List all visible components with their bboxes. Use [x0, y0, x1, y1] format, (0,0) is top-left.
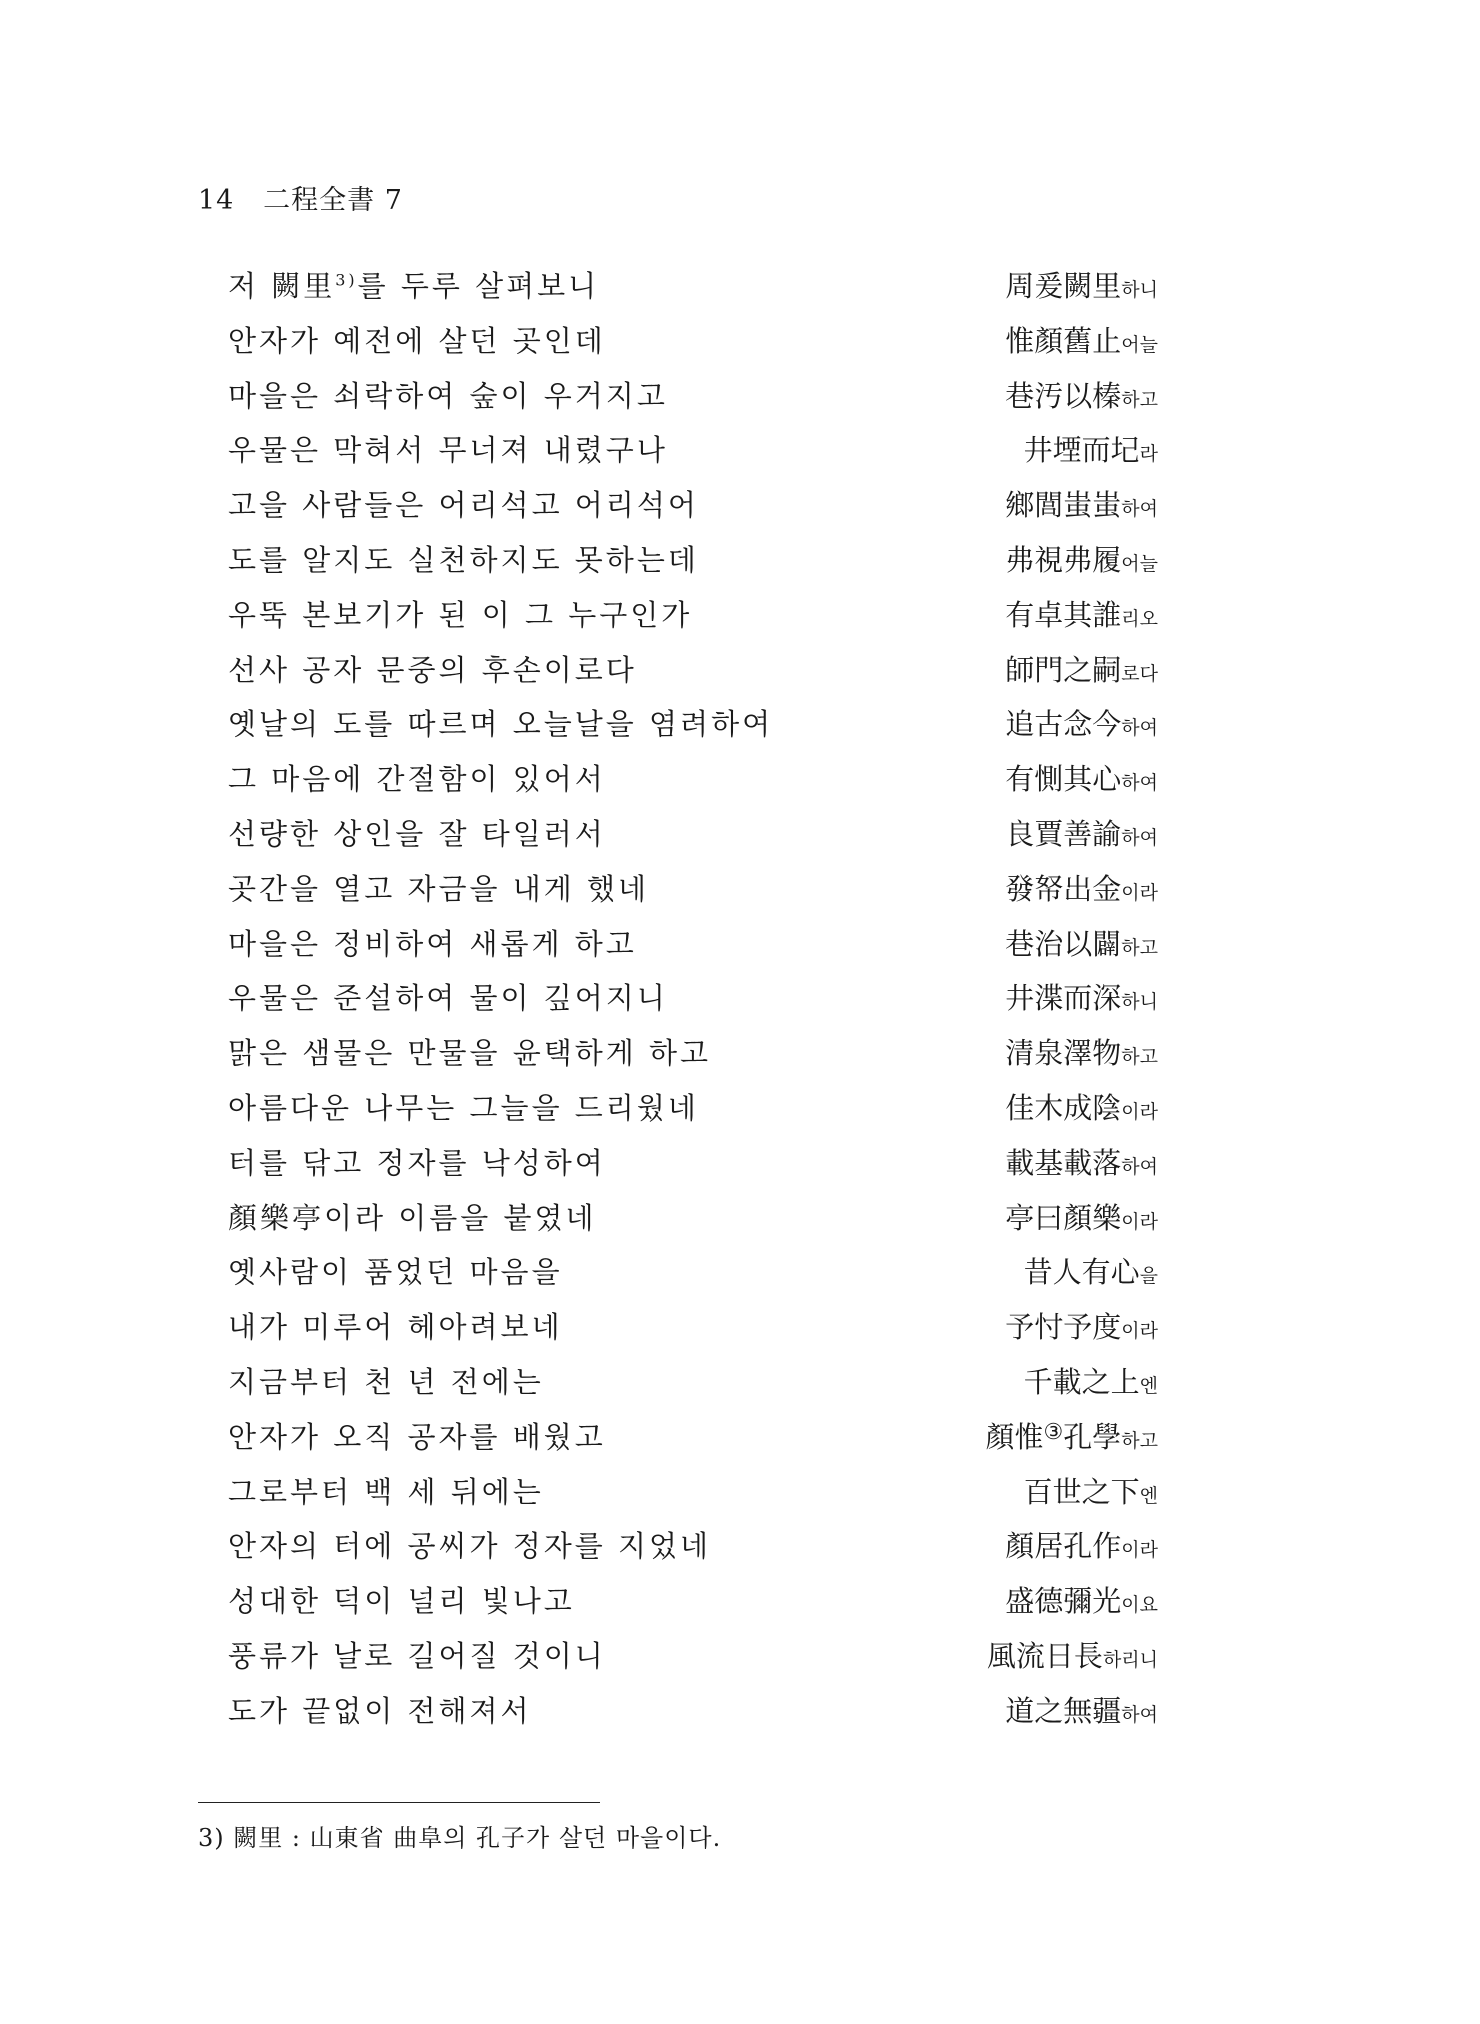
- korean-text: 그로부터 백 세 뒤에는: [228, 1474, 544, 1509]
- korean-text: 안자가 예전에 살던 곳인데: [228, 323, 606, 358]
- hanja-original: [1005, 867, 1158, 908]
- poem-line: [228, 374, 1158, 429]
- grammar-particle: 하니: [1121, 279, 1158, 301]
- korean-text: 터를 닦고 정자를 낙성하여: [228, 1145, 606, 1180]
- korean-translation: [228, 1250, 563, 1291]
- korean-text: 고을 사람들은 어리석고 어리석어: [228, 488, 699, 523]
- poem-line: [228, 1250, 1158, 1305]
- korean-translation: [228, 1470, 544, 1511]
- hanja-original: [1005, 1305, 1158, 1346]
- grammar-particle: 로다: [1121, 662, 1158, 685]
- korean-translation: [228, 1415, 606, 1456]
- poem-line: [228, 1086, 1158, 1141]
- hanja-text: 百世之下: [1023, 1474, 1140, 1509]
- hanja-text: 井渫而深: [1005, 981, 1122, 1016]
- grammar-particle: 이라: [1121, 1539, 1158, 1562]
- hanja-text: 千載之上: [1023, 1364, 1140, 1399]
- korean-text: 마을은 쇠락하여 숲이 우거지고: [228, 378, 668, 413]
- hanja-original: [1005, 538, 1158, 579]
- grammar-particle: 하여: [1121, 826, 1158, 849]
- korean-text: 우물은 막혀서 무너져 내렸구나: [228, 433, 668, 468]
- korean-text: 도가 끝없이 전해져서: [228, 1693, 532, 1728]
- hanja-original: [1005, 264, 1158, 305]
- korean-translation: [228, 976, 668, 1017]
- korean-text: 성대한 덕이 널리 빛나고: [228, 1584, 575, 1619]
- hanja-text: 弗視弗履: [1005, 542, 1122, 577]
- korean-text: 풍류가 날로 길어질 것이니: [228, 1638, 606, 1673]
- hanja-text: 周爰闕里: [1005, 269, 1122, 303]
- grammar-particle: 이라: [1121, 1320, 1158, 1343]
- hanja-original: [1005, 1524, 1158, 1565]
- grammar-particle: 하여: [1121, 1703, 1158, 1726]
- grammar-particle: 하고: [1121, 936, 1158, 959]
- page-number: 14: [198, 185, 235, 216]
- hanja-text: 亭曰顏樂: [1005, 1200, 1122, 1235]
- poem-line: [228, 428, 1158, 483]
- hanja-text: 惟顏舊止: [1005, 323, 1122, 358]
- korean-text: 마을은 정비하여 새롭게 하고: [228, 926, 637, 961]
- poem-line: [228, 702, 1158, 757]
- hanja-text: 道之無疆: [1005, 1693, 1122, 1728]
- hanja-text: 發帑出金: [1005, 871, 1122, 906]
- grammar-particle: 이요: [1121, 1594, 1158, 1617]
- hanja-original: [987, 1634, 1158, 1675]
- grammar-particle: 이라: [1121, 1210, 1158, 1233]
- hanja-original: [1005, 812, 1158, 853]
- grammar-particle: 하니: [1121, 991, 1158, 1014]
- poem-line: [228, 1470, 1158, 1525]
- korean-translation: [228, 1360, 544, 1401]
- korean-text: 곳간을 열고 자금을 내게 했네: [228, 871, 650, 906]
- hanja-original: [1005, 702, 1158, 743]
- korean-text: 지금부터 천 년 전에는: [228, 1364, 544, 1399]
- poem-line: [228, 1196, 1158, 1251]
- grammar-particle: 하여: [1121, 772, 1158, 795]
- hanja-text: 盛德彌光: [1005, 1584, 1122, 1619]
- poem-line: [228, 976, 1158, 1031]
- korean-translation: [228, 1634, 606, 1675]
- hanja-text: 巷汚以榛: [1005, 378, 1122, 413]
- korean-translation: [228, 702, 773, 743]
- korean-translation: [228, 1141, 606, 1182]
- hanja-original: [1005, 1141, 1158, 1182]
- korean-translation: [228, 538, 699, 579]
- hanja-original: [1005, 648, 1158, 689]
- poem-line: [228, 812, 1158, 867]
- poem-line: [228, 1634, 1158, 1689]
- hanja-text-continued: 孔學: [1063, 1419, 1122, 1454]
- grammar-particle: 이라: [1121, 1100, 1158, 1123]
- korean-translation: [228, 483, 699, 524]
- poem-line: [228, 1031, 1158, 1086]
- grammar-particle: 어늘: [1121, 552, 1158, 575]
- korean-translation: [228, 648, 637, 689]
- hanja-original: [1005, 1689, 1158, 1730]
- korean-text: 선사 공자 문중의 후손이로다: [228, 652, 637, 687]
- hanja-original: [1005, 374, 1158, 415]
- page-header: [198, 178, 403, 217]
- hanja-text: 佳木成陰: [1005, 1090, 1122, 1125]
- korean-text: 그 마음에 간절함이 있어서: [228, 762, 606, 797]
- poem-line: [228, 593, 1158, 648]
- hanja-text: 良賈善諭: [1005, 816, 1122, 851]
- korean-text-continued: 를 두루 살펴보니: [357, 269, 600, 303]
- korean-text: 도를 알지도 실천하지도 못하는데: [228, 542, 699, 577]
- korean-translation: [228, 428, 668, 469]
- hanja-original: [1024, 1470, 1158, 1511]
- korean-text: 안자가 오직 공자를 배웠고: [228, 1419, 606, 1454]
- grammar-particle: 하고: [1121, 1429, 1158, 1452]
- book-title: 二程全書 7: [263, 185, 403, 216]
- hanja-original: [1005, 593, 1158, 634]
- korean-translation: [228, 374, 668, 415]
- hanja-text: 有惻其心: [1005, 762, 1122, 797]
- korean-text: 顏樂亭이라 이름을 붙였네: [228, 1200, 597, 1235]
- poem-line: [228, 867, 1158, 922]
- hanja-original: [986, 1415, 1158, 1456]
- poem-line: [228, 1689, 1158, 1744]
- korean-translation: [228, 1031, 711, 1072]
- grammar-particle: 하여: [1121, 1155, 1158, 1178]
- korean-translation: [228, 922, 637, 963]
- korean-text: 내가 미루어 헤아려보네: [228, 1310, 563, 1345]
- hanja-text: 予忖予度: [1005, 1310, 1122, 1345]
- grammar-particle: 이라: [1121, 881, 1158, 904]
- poem-line: [228, 648, 1158, 703]
- grammar-particle: 을: [1139, 1265, 1158, 1288]
- footnote-marker: 3): [335, 270, 358, 290]
- hanja-text: 師門之嗣: [1005, 652, 1122, 687]
- korean-translation: [228, 319, 606, 360]
- korean-text: 우뚝 본보기가 된 이 그 누구인가: [228, 597, 693, 632]
- hanja-original: [1024, 1360, 1158, 1401]
- hanja-original: [1005, 976, 1158, 1017]
- hanja-text: 巷治以闢: [1005, 926, 1122, 961]
- poem-line: [228, 757, 1158, 812]
- poem-line: [228, 1360, 1158, 1415]
- korean-translation: [228, 757, 606, 798]
- poem-line: [228, 264, 1158, 319]
- korean-text: 선량한 상인을 잘 타일러서: [228, 816, 606, 851]
- korean-text: 저 闕里: [228, 269, 336, 303]
- poem-line: [228, 1524, 1158, 1579]
- footnote-divider: [198, 1802, 600, 1803]
- korean-translation: [228, 867, 649, 908]
- footnote: 3) 闕里 : 山東省 曲阜의 孔子가 살던 마을이다.: [198, 1824, 722, 1852]
- grammar-particle: 라: [1139, 443, 1158, 466]
- korean-translation: [228, 1196, 597, 1237]
- korean-translation: [228, 1524, 711, 1565]
- annotation-marker: ③: [1043, 1419, 1064, 1445]
- hanja-original: [1005, 757, 1158, 798]
- poem-line: [228, 922, 1158, 977]
- grammar-particle: 하고: [1121, 388, 1158, 411]
- hanja-original: [1005, 319, 1158, 360]
- hanja-text: 昔人有心: [1023, 1255, 1140, 1290]
- korean-text: 아름다운 나무는 그늘을 드리웠네: [228, 1090, 699, 1125]
- hanja-text: 載基載落: [1005, 1145, 1122, 1180]
- korean-translation: [228, 593, 692, 634]
- grammar-particle: 리오: [1121, 607, 1158, 630]
- grammar-particle: 엔: [1139, 1484, 1158, 1507]
- korean-text: 맑은 샘물은 만물을 윤택하게 하고: [228, 1036, 712, 1071]
- korean-translation: [228, 1305, 563, 1346]
- hanja-original: [1005, 483, 1158, 524]
- korean-text: 안자의 터에 공씨가 정자를 지었네: [228, 1529, 712, 1564]
- grammar-particle: 하여: [1121, 498, 1158, 521]
- korean-translation: [228, 1579, 575, 1620]
- grammar-particle: 하리니: [1102, 1648, 1158, 1671]
- hanja-text: 風流日長: [986, 1638, 1103, 1673]
- korean-translation: [228, 1086, 699, 1127]
- grammar-particle: 엔: [1139, 1374, 1158, 1397]
- poem-line: [228, 483, 1158, 538]
- hanja-original: [1024, 428, 1158, 469]
- hanja-original: [1005, 1031, 1158, 1072]
- korean-text: 우물은 준설하여 물이 깊어지니: [228, 981, 668, 1016]
- korean-translation: [228, 264, 599, 305]
- hanja-text: 顏居孔作: [1005, 1529, 1122, 1564]
- poem-line: [228, 1141, 1158, 1196]
- poem-line: [228, 1305, 1158, 1360]
- hanja-original: [1024, 1250, 1158, 1291]
- korean-text: 옛날의 도를 따르며 오늘날을 염려하여: [228, 707, 774, 742]
- grammar-particle: 어늘: [1121, 333, 1158, 356]
- korean-text: 옛사람이 품었던 마음을: [228, 1255, 563, 1290]
- hanja-text: 有卓其誰: [1005, 597, 1122, 632]
- hanja-text: 清泉澤物: [1005, 1036, 1122, 1071]
- hanja-text: 顏惟: [985, 1419, 1044, 1454]
- poem-line: [228, 538, 1158, 593]
- hanja-original: [1005, 1579, 1158, 1620]
- grammar-particle: 하고: [1121, 1046, 1158, 1069]
- hanja-original: [1005, 1196, 1158, 1237]
- grammar-particle: 하여: [1121, 717, 1158, 740]
- poem-body: [228, 264, 1158, 1744]
- hanja-text: 鄉閭蚩蚩: [1005, 488, 1122, 523]
- poem-line: [228, 1579, 1158, 1634]
- hanja-original: [1005, 922, 1158, 963]
- hanja-text: 井堙而圮: [1023, 433, 1140, 468]
- hanja-text: 追古念今: [1005, 707, 1122, 742]
- korean-translation: [228, 1689, 532, 1730]
- hanja-original: [1005, 1086, 1158, 1127]
- poem-line: [228, 1415, 1158, 1470]
- korean-translation: [228, 812, 606, 853]
- poem-line: [228, 319, 1158, 374]
